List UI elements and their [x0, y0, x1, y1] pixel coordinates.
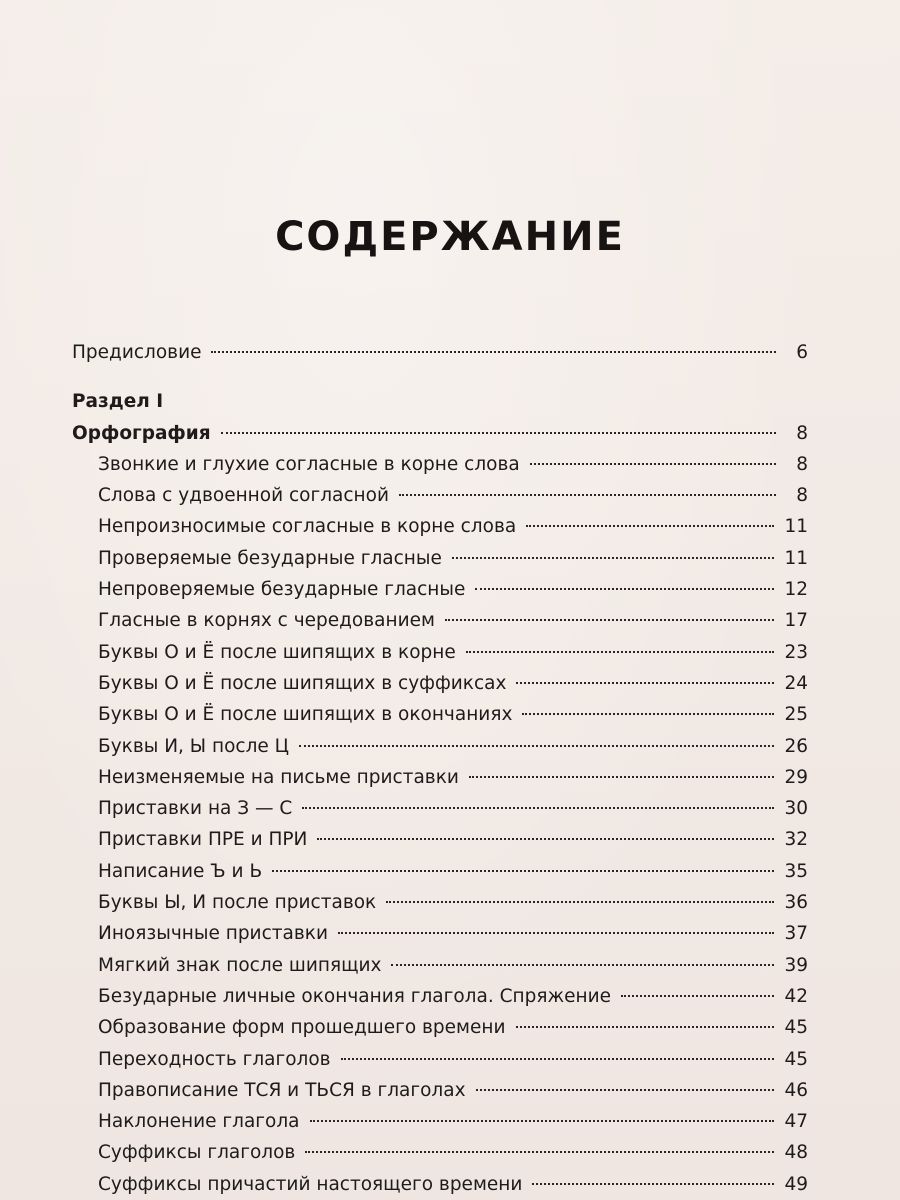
- dot-leader: [475, 588, 774, 590]
- dot-leader: [526, 525, 774, 527]
- toc-entry-label: Правописание ТСЯ и ТЬСЯ в глаголах: [98, 1079, 466, 1101]
- dot-leader: [341, 1058, 775, 1060]
- dot-leader: [530, 463, 776, 465]
- toc-entry: [72, 950, 808, 981]
- toc-entry: [72, 668, 808, 699]
- toc-entry: [72, 1137, 808, 1168]
- toc-entry: [72, 480, 808, 511]
- toc-entry-label: Написание Ъ и Ь: [98, 860, 263, 882]
- toc-entry: [72, 449, 808, 480]
- dot-leader: [299, 745, 774, 747]
- toc-entry: [72, 511, 808, 542]
- toc-entry: [72, 1012, 808, 1043]
- toc-entry: [72, 699, 808, 730]
- dot-leader: [516, 682, 774, 684]
- section-heading: Раздел I: [72, 391, 164, 413]
- dot-leader: [302, 807, 774, 809]
- toc-entry-label: Буквы Ы, И после приставок: [98, 892, 377, 914]
- toc-entry: [72, 1169, 808, 1200]
- toc-entry-label: Образование форм прошедшего времени: [98, 1017, 506, 1039]
- toc-entry-page: 39: [784, 954, 808, 976]
- toc-entry-page: 37: [784, 923, 808, 945]
- dot-leader: [445, 619, 775, 621]
- toc-entry: [72, 731, 808, 762]
- toc-entry-label: Наклонение глагола: [98, 1111, 300, 1133]
- toc-entry-label: Суффиксы причастий настоящего времени: [98, 1173, 523, 1195]
- toc-entry-page: 25: [784, 704, 808, 726]
- toc-entry-page: 36: [784, 892, 808, 914]
- dot-leader: [399, 494, 776, 496]
- toc-entry: [72, 887, 808, 918]
- toc-entry-label: Буквы И, Ы после Ц: [98, 735, 290, 757]
- toc-entry-page: 45: [784, 1017, 808, 1039]
- toc-entry-page: 24: [784, 672, 808, 694]
- toc-entry-page: 8: [796, 485, 808, 507]
- dot-leader: [476, 1089, 775, 1091]
- toc-entry-page: 11: [784, 547, 808, 569]
- toc-entry-page: 6: [796, 342, 808, 363]
- toc-entry-label: Суффиксы глаголов: [98, 1142, 296, 1164]
- toc-entry-chapter: [72, 418, 808, 449]
- toc-entry: [72, 824, 808, 855]
- toc-entry-page: 12: [784, 579, 808, 601]
- dot-leader: [532, 1183, 774, 1185]
- toc-entry-label: Непроверяемые безударные гласные: [98, 579, 466, 601]
- dot-leader: [466, 651, 775, 653]
- toc-entry-page: 17: [784, 610, 808, 632]
- toc-chapter-page: 8: [796, 422, 808, 444]
- toc-entry: [72, 793, 808, 824]
- toc-entry: [72, 1075, 808, 1106]
- toc-entry-page: 49: [784, 1173, 808, 1195]
- toc-entry-label: Иноязычные приставки: [98, 923, 328, 945]
- toc-item-list: [72, 449, 808, 1200]
- dot-leader: [305, 1151, 774, 1153]
- dot-leader: [621, 995, 774, 997]
- toc-entry-label: Буквы О и Ё после шипящих в корне: [98, 641, 456, 663]
- toc-entry: [72, 574, 808, 605]
- toc-entry-label: Переходность глаголов: [98, 1048, 331, 1070]
- dot-leader: [310, 1120, 775, 1122]
- toc-entry-label: Буквы О и Ё после шипящих в окончаниях: [98, 704, 513, 726]
- dot-leader: [391, 964, 774, 966]
- toc-entry-label: Слова с удвоенной согласной: [98, 485, 389, 507]
- toc-chapter-label: Орфография: [72, 422, 211, 444]
- toc-entry: [72, 1106, 808, 1137]
- toc-entry: [72, 637, 808, 668]
- dot-leader: [522, 713, 774, 715]
- toc-entry-page: 32: [784, 829, 808, 851]
- dot-leader: [221, 432, 776, 434]
- toc-entry-page: 26: [784, 735, 808, 757]
- toc-entry-label: Буквы О и Ё после шипящих в суффиксах: [98, 672, 507, 694]
- toc-entry: [72, 918, 808, 949]
- toc-entry: [72, 1044, 808, 1075]
- toc-entry-page: 45: [784, 1048, 808, 1070]
- dot-leader: [516, 1026, 775, 1028]
- toc-entry-label: Мягкий знак после шипящих: [98, 954, 382, 976]
- toc-entry: [72, 605, 808, 636]
- toc-entry-label: Неизменяемые на письме приставки: [98, 766, 459, 788]
- dot-leader: [452, 557, 775, 559]
- toc-entry-page: 23: [784, 641, 808, 663]
- dot-leader: [469, 776, 775, 778]
- toc-entry-label: Гласные в корнях с чередованием: [98, 610, 435, 632]
- toc-entry-page: 46: [784, 1079, 808, 1101]
- dot-leader: [317, 838, 774, 840]
- dot-leader: [272, 870, 774, 872]
- toc-entry: [72, 856, 808, 887]
- dot-leader: [386, 901, 774, 903]
- toc-entry: [72, 981, 808, 1012]
- toc-entry-label: Безударные личные окончания глагола. Спряжение: [98, 985, 612, 1007]
- toc-entry-page: 29: [784, 766, 808, 788]
- dot-leader: [338, 932, 774, 934]
- dot-leader: [211, 351, 776, 353]
- toc-entry-label: Звонкие и глухие согласные в корне слова: [98, 453, 520, 475]
- toc-entry-page: 11: [784, 516, 808, 538]
- toc-entry-page: 47: [784, 1111, 808, 1133]
- toc-entry-label: Приставки ПРЕ и ПРИ: [98, 829, 308, 851]
- toc-entry-page: 35: [784, 860, 808, 882]
- toc-entry-page: 8: [796, 453, 808, 475]
- toc-entry-preface: [72, 337, 808, 368]
- toc-entry: [72, 762, 808, 793]
- toc-entry-page: 42: [784, 985, 808, 1007]
- toc-entry-label: Приставки на З — С: [98, 798, 293, 820]
- toc-entry-label: Непроизносимые согласные в корне слова: [98, 516, 517, 538]
- page-title: СОДЕРЖАНИЕ: [275, 214, 625, 260]
- toc-entry-page: 48: [784, 1142, 808, 1164]
- toc-entry-label: Предисловие: [72, 342, 202, 363]
- table-of-contents: [72, 337, 808, 1200]
- toc-entry-label: Проверяемые безударные гласные: [98, 547, 442, 569]
- toc-entry-page: 30: [784, 798, 808, 820]
- toc-entry: [72, 543, 808, 574]
